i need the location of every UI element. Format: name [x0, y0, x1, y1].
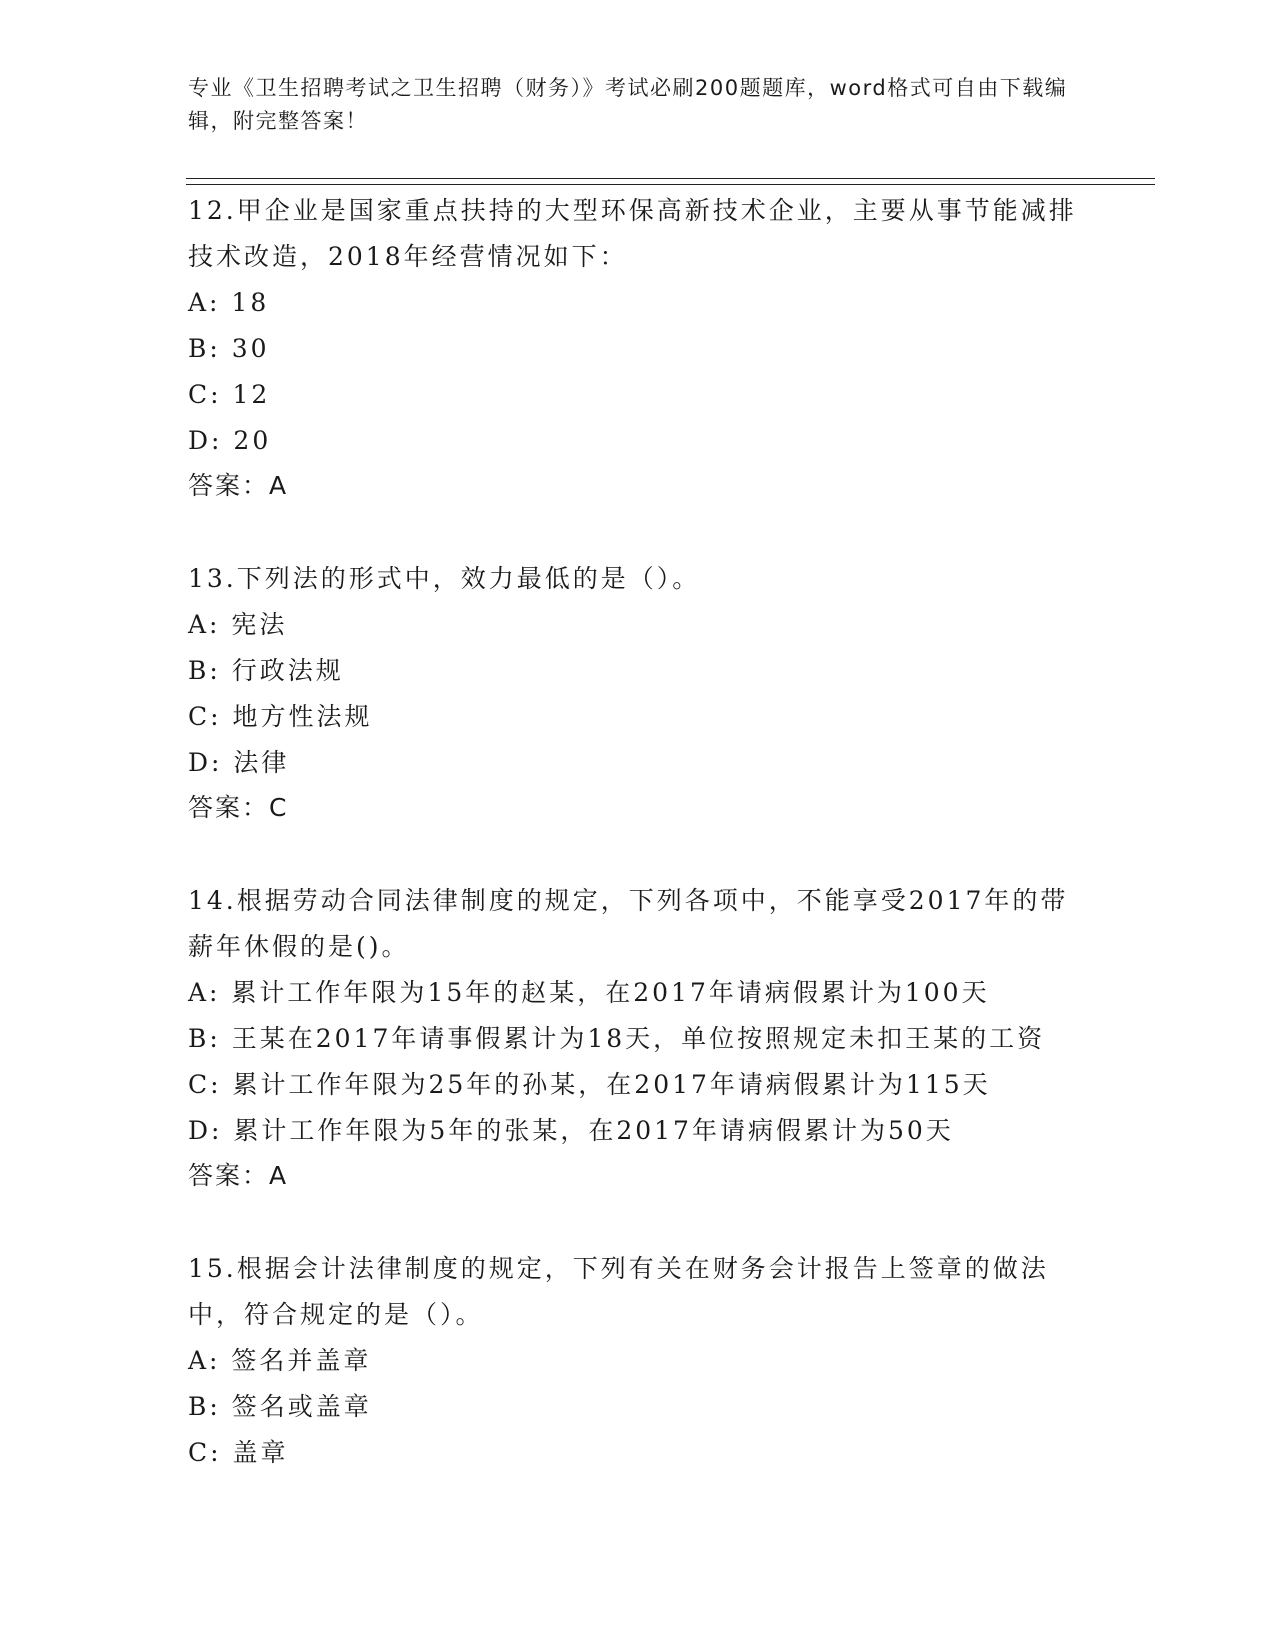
option-a: A: 宪法 — [188, 610, 288, 639]
header-divider-top — [186, 178, 1155, 179]
question-stem: 15.根据会计法律制度的规定，下列有关在财务会计报告上签章的做法中，符合规定的是（）。 — [188, 1254, 1049, 1329]
option-b: B: 行政法规 — [188, 656, 344, 685]
option-c: C: 盖章 — [188, 1438, 289, 1467]
answer: 答案：C — [188, 793, 289, 822]
question-list — [188, 188, 1088, 1476]
answer: 答案：A — [188, 471, 289, 500]
question-12 — [188, 188, 1088, 508]
option-b: B: 30 — [188, 334, 270, 363]
question-15 — [188, 1246, 1088, 1476]
option-c: C: 地方性法规 — [188, 702, 373, 731]
header-divider-bottom — [186, 184, 1155, 185]
option-d: D: 累计工作年限为5年的张某，在2017年请病假累计为50天 — [188, 1116, 954, 1145]
option-a: A: 累计工作年限为15年的赵某，在2017年请病假累计为100天 — [188, 978, 990, 1007]
option-d: D: 法律 — [188, 748, 290, 777]
option-c: C: 12 — [188, 380, 271, 409]
question-stem: 13.下列法的形式中，效力最低的是（）。 — [188, 564, 701, 593]
option-a: A: 18 — [188, 288, 270, 317]
answer: 答案：A — [188, 1161, 289, 1190]
question-stem: 14.根据劳动合同法律制度的规定，下列各项中，不能享受2017年的带薪年休假的是()。 — [188, 886, 1069, 961]
option-d: D: 20 — [188, 426, 272, 455]
question-13 — [188, 556, 1088, 830]
question-stem: 12.甲企业是国家重点扶持的大型环保高新技术企业，主要从事节能减排技术改造，2018年经营情况如下： — [188, 196, 1077, 271]
option-a: A: 签名并盖章 — [188, 1346, 372, 1375]
document-intro: 专业《卫生招聘考试之卫生招聘（财务）》考试必刷200题题库，word格式可自由下载编辑，附完整答案！ — [188, 76, 1068, 133]
option-b: B: 王某在2017年请事假累计为18天，单位按照规定未扣王某的工资 — [188, 1024, 1046, 1053]
option-c: C: 累计工作年限为25年的孙某，在2017年请病假累计为115天 — [188, 1070, 991, 1099]
question-14 — [188, 878, 1088, 1198]
option-b: B: 签名或盖章 — [188, 1392, 372, 1421]
